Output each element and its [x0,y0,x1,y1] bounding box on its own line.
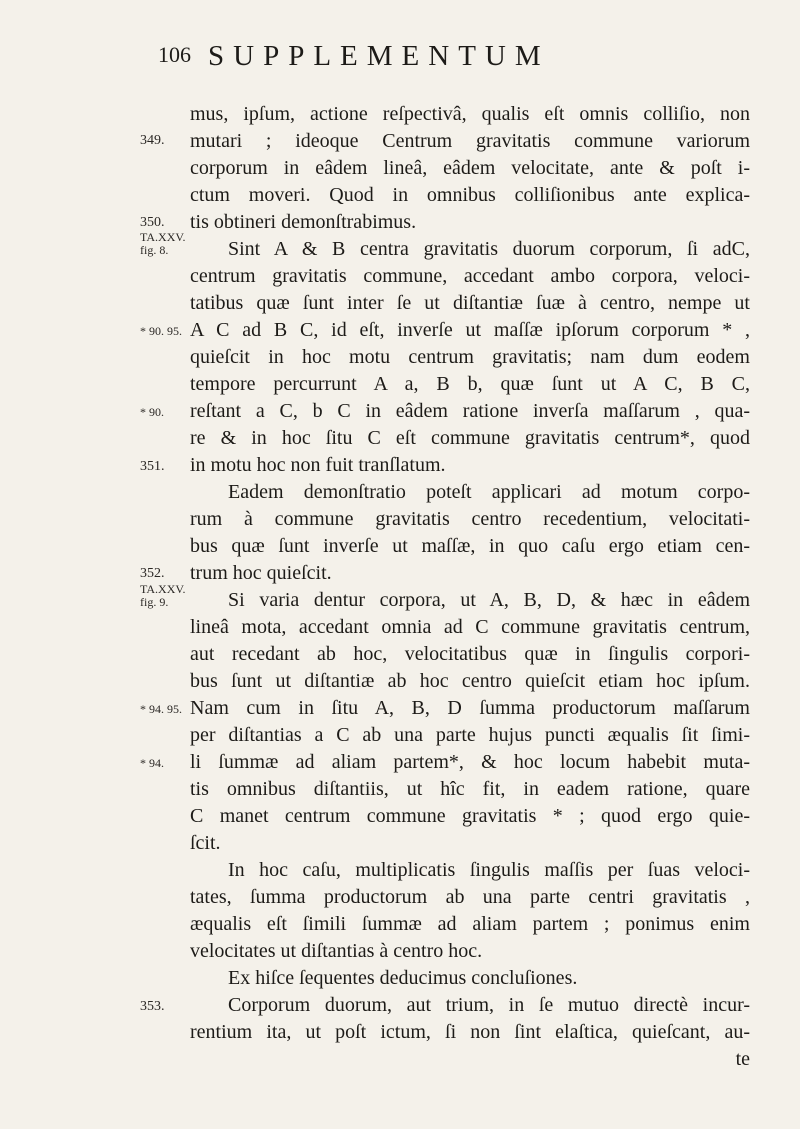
margin-note-353: 353. [140,999,165,1014]
body-text [190,101,750,1073]
text-line: per diſtantias a C ab una parte hujus puncti æqualis ſit ſimi- [190,724,750,746]
margin-note-table: TA.XXV. [140,230,186,244]
text-line: re & in hoc ſitu C eſt commune gravitatis centrum*, quod [190,427,750,449]
text-line: velocitates ut diſtantias à centro hoc. [190,940,483,962]
margin-note-350: 350. [140,215,165,230]
text-line: lineâ mota, accedant omnia ad C commune gravitatis centrum, [190,616,750,638]
text-line: rentium ita, ut poſt ictum, ſi non ſint elaſtica, quieſcant, au- [190,1021,750,1043]
text-line: tempore percurrunt A a, B b, quæ ſunt ut A C, B C, [190,373,750,395]
margin-note-352: 352. [140,566,165,581]
text-line: tates, ſumma productorum ab una parte centri gravitatis , [190,886,750,908]
margin-note-349: 349. [140,133,165,148]
text-line: trum hoc quieſcit. [190,562,332,584]
page-header [158,40,778,80]
text-line: Ex hiſce ſequentes deducimus concluſiones. [228,967,578,989]
text-line: mus, ipſum, actione reſpectivâ, qualis eſt omnis colliſio, non [190,103,750,125]
page-number: 106 [158,42,191,67]
text-line: rum à commune gravitatis centro recedentium, velocitati- [190,508,750,530]
text-line: bus quæ ſunt inverſe ut maſſæ, in quo caſu ergo etiam cen- [190,535,750,557]
text-line: In hoc caſu, multiplicatis ſingulis maſſis per ſuas veloci- [228,859,750,881]
catchword: te [735,1048,750,1070]
text-line: aut recedant ab hoc, velocitatibus quæ in ſingulis corpori- [190,643,750,665]
text-line: li ſummæ ad aliam partem*, & hoc locum habebit muta- [190,751,750,773]
running-head: SUPPLEMENTUM [208,40,550,72]
margin-note-ref: * 94. 95. [140,702,182,716]
text-line: Sint A & B centra gravitatis duorum corporum, ſi adC, [228,238,750,260]
text-line: A C ad B C, id eſt, inverſe ut maſſæ ipſorum corporum * , [190,319,750,341]
text-line: quieſcit in hoc motu centrum gravitatis; nam dum eodem [190,346,750,368]
text-line: C manet centrum commune gravitatis * ; quod ergo quie- [190,805,750,827]
text-line: bus ſunt ut diſtantiæ ab hoc centro quieſcit etiam hoc ipſum. [190,670,750,692]
text-line: tatibus quæ ſunt inter ſe ut diſtantiæ ſuæ à centro, nempe ut [190,292,750,314]
text-line: æqualis eſt ſimili ſummæ ad aliam partem ; ponimus enim [190,913,750,935]
text-line: ctum moveri. Quod in omnibus colliſionibus ante explica- [190,184,750,206]
margin-note-ref: * 90. [140,405,164,419]
margin-note-figure: fig. 8. [140,243,169,257]
text-line: in motu hoc non fuit tranſlatum. [190,454,446,476]
text-line: corporum in eâdem lineâ, eâdem velocitate, ante & poſt i- [190,157,750,179]
text-line: Eadem demonſtratio poteſt applicari ad motum corpo- [228,481,750,503]
text-line: centrum gravitatis commune, accedant ambo corpora, veloci- [190,265,750,287]
text-line: tis omnibus diſtantiis, ut hîc fit, in eadem ratione, quare [190,778,750,800]
text-line: Nam cum in ſitu A, B, D ſumma productorum maſſarum [190,697,750,719]
margin-note-table: TA.XXV. [140,582,186,596]
margin-note-ref: * 90. 95. [140,324,182,338]
text-line: Corporum duorum, aut trium, in ſe mutuo directè incur- [228,994,750,1016]
text-line: tis obtineri demonſtrabimus. [190,211,417,233]
text-line: mutari ; ideoque Centrum gravitatis commune variorum [190,130,750,152]
text-line: reſtant a C, b C in eâdem ratione inverſa maſſarum , qua- [190,400,750,422]
margin-note-351: 351. [140,459,165,474]
margin-note-ref: * 94. [140,756,164,770]
text-line: ſcit. [190,832,221,854]
text-line: Si varia dentur corpora, ut A, B, D, & hæc in eâdem [228,589,750,611]
margin-note-figure: fig. 9. [140,595,169,609]
